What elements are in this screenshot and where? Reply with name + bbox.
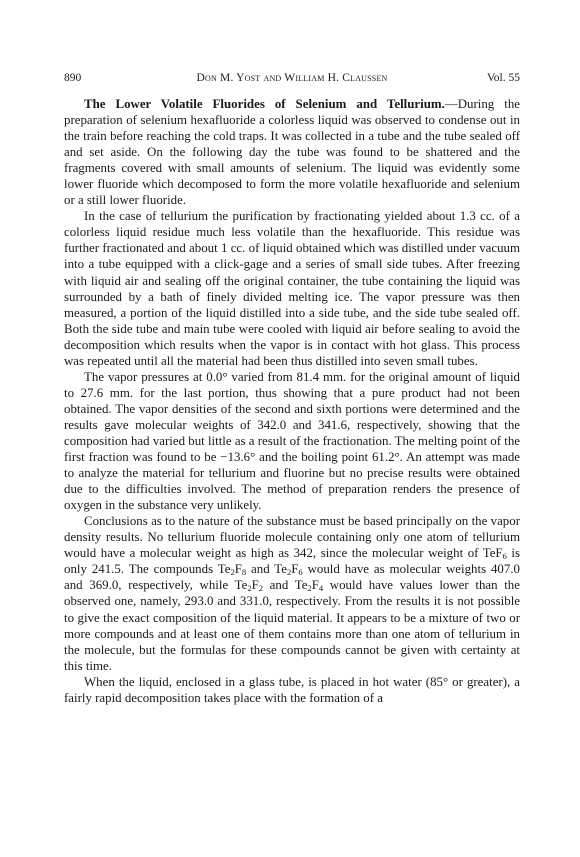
paragraph-text: and Te bbox=[263, 578, 308, 593]
formula-subscript: 2 bbox=[247, 583, 252, 594]
paragraph-text: During the preparation of selenium hexafluoride a colorless liquid was observed to condense out in the train before reaching the cold traps. It was collected in a tube and the tube sealed off and set aside. On the following day the tube was found to be shattered and the fragments covered with small amounts of selenium. The liquid was evidently some lower fluoride which decomposed to form the more volatile hexafluoride and selenium or a still lower fluoride. bbox=[64, 97, 520, 208]
formula-subscript: 8 bbox=[241, 567, 247, 578]
formula-subscript: 4 bbox=[318, 583, 324, 594]
paragraph-text: In the case of tellurium the purification by fractionating yielded about 1.3 cc. of a colorless liquid residue much less volatile than the hexafluoride. This residue was further fractionated and about 1 cc. of liquid obtained which was distilled under vacuum into a tube equipped with a click-gage and a series of small side tubes. After freezing with liquid air and sealing off the original container, the tube containing the liquid was surrounded by a bath of finely divided melting ice. The vapor pressure was then measured, a portion of the liquid distilled into a side tube, and the side tube sealed off. Both the side tube and main tube were cooled with liquid air before sealing to avoid the decomposition which results when the vapor is in contact with hot glass. This process was repeated until all the material had been thus distilled into seven small tubes. bbox=[64, 209, 520, 368]
running-title: Don M. Yost and William H. Claussen bbox=[196, 72, 388, 84]
section-title: The Lower Volatile Fluorides of Selenium and Tellurium. bbox=[84, 97, 445, 111]
formula-subscript: 6 bbox=[298, 567, 303, 578]
paragraph-text: F bbox=[291, 562, 299, 577]
title-dash: — bbox=[444, 97, 458, 111]
paragraph-text: When the liquid, enclosed in a glass tube, is placed in hot water (85° or greater), a fairly rapid decomposition takes place with the formation of a bbox=[64, 674, 520, 705]
formula-subscript: 2 bbox=[287, 567, 292, 578]
formula-subscript: 2 bbox=[258, 583, 263, 594]
paragraph-text: would have as molecular weights 407.0 and 369.0, respectively, while Te bbox=[64, 562, 520, 593]
formula-subscript: 6 bbox=[502, 551, 507, 562]
paragraph bbox=[64, 369, 520, 513]
paragraph-text: Conclusions as to the nature of the substance must be based principally on the vapor density results. No tellurium fluoride molecule containing only one atom of tellurium would have a molecular weight as high as 342, since the molecular weight of TeF bbox=[64, 514, 520, 561]
paragraph bbox=[64, 513, 520, 673]
paragraph-text: and Te bbox=[246, 562, 287, 577]
paragraph-text: is only 241.5. The compounds Te bbox=[64, 546, 520, 577]
article-body bbox=[64, 96, 520, 706]
paragraph bbox=[64, 96, 520, 208]
paragraph-text: F bbox=[234, 562, 242, 577]
page-number: 890 bbox=[64, 72, 82, 84]
paragraph bbox=[64, 674, 520, 706]
volume-label: Vol. 55 bbox=[486, 72, 520, 84]
formula-subscript: 2 bbox=[307, 583, 312, 594]
paragraph-text: would have values lower than the observed one, namely, 293.0 and 331.0, respectively. From the results it is not possible to give the exact composition of the liquid material. It appears to be a mixture of two or more compounds and at least one of them contains more than one atom of tellurium in the molecule, but the formulas for these compounds cannot be given with certainty at this time. bbox=[64, 578, 520, 673]
formula-subscript: 2 bbox=[230, 567, 235, 578]
paragraph-text: F bbox=[251, 578, 259, 593]
paragraph bbox=[64, 208, 520, 368]
paragraph-text: The vapor pressures at 0.0° varied from 81.4 mm. for the original amount of liquid to 27.6 mm. for the last portion, thus showing that a pure product had not been obtained. The vapor densities of the second and sixth portions were determined and the results gave molecular weights of 342.0 and 341.6, respectively, showing that the composition had varied but little as a result of the fractionation. The melting point of the first fraction was found to be −13.6° and the boiling point 61.2°. An attempt was made to analyze the material for tellurium and fluorine but no precise results were obtained due to the difficulties involved. The method of preparation renders the presence of oxygen in the substance very unlikely. bbox=[64, 369, 520, 513]
paragraph-text: F bbox=[311, 578, 319, 593]
